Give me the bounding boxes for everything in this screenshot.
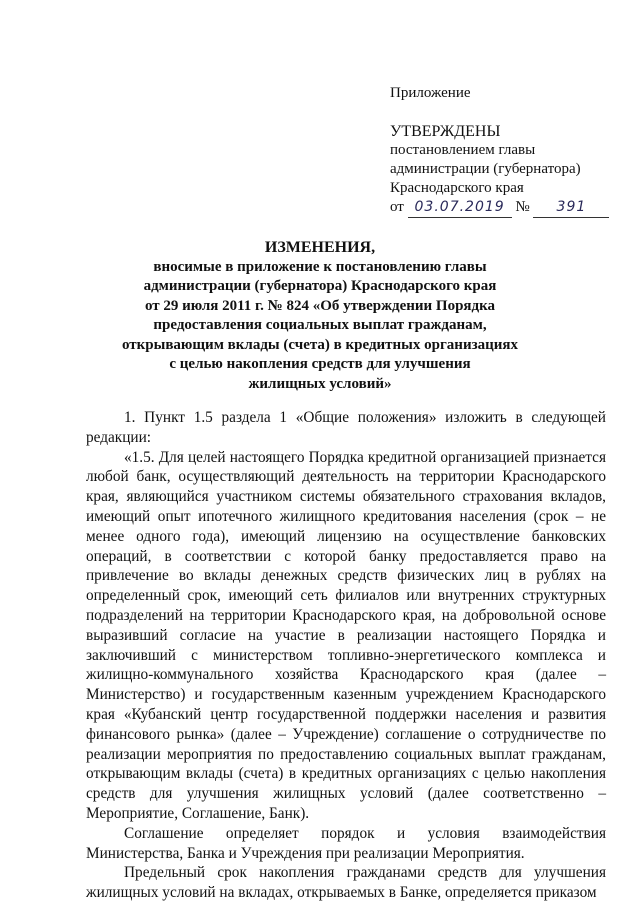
approval-line: администрации (губернатора) bbox=[390, 161, 581, 177]
body-paragraph: 1. Пункт 1.5 раздела 1 «Общие положения» изложить в следующей редакции: bbox=[86, 409, 606, 446]
body-paragraph: Соглашение определяет порядок и условия взаимодействия Министерства, Банка и Учреждения при реализации Мероприятия. bbox=[86, 824, 606, 862]
approval-line: постановлением главы bbox=[390, 142, 536, 158]
body-paragraph: Предельный срок накопления гражданами средств для улучшения жилищных условий на вкладах, открываемых в Банке, определяется приказом bbox=[86, 864, 606, 902]
document-body bbox=[86, 408, 606, 903]
title-heading: ИЗМЕНЕНИЯ, bbox=[264, 239, 376, 256]
appendix-label: Приложение bbox=[390, 85, 471, 101]
title-line: жилищных условий» bbox=[248, 375, 392, 392]
document-title bbox=[110, 238, 530, 394]
title-line: предоставления социальных выплат гражданам, bbox=[153, 317, 487, 333]
title-line: от 29 июля 2011 г. № 824 «Об утверждении Порядка bbox=[144, 297, 496, 314]
approved-label: УТВЕРЖДЕНЫ bbox=[390, 123, 501, 140]
number-prefix: № bbox=[515, 199, 530, 215]
body-paragraph: «1.5. Для целей настоящего Порядка кредитной организацией признается любой банк, осуществляющий деятельность на территории Краснодарского края, являющийся участником системы обязательного страхования вкладов, имеющий опыт ипотечного жилищного кредитования населения (срок – не менее одного года), имеющий лицензию на осуществление банковских операций, в соответствии с которой банку предоставляется право на привлечение во вклады денежных средств физических лиц в рублях на определенный срок, имеющий сеть филиалов или внутренних структурных подразделений на территории Краснодарского края, на добровольной основе выразивший согласие на участие в реализации настоящего Порядка и заключивший с министерством топливно-энергетического комплекса и жилищно-коммунального хозяйства Краснодарского края (далее – Министерство) и государственным казенным учреждением Краснодарского края «Кубанский центр государственной поддержки населения и развития финансового рынка» (далее – Учреждение) соглашение о сотрудничестве по реализации мероприятия по предоставлению социальных выплат гражданам, открывающим вклады (счета) в кредитных организациях с целью накопления средств для улучшения жилищных условий (далее соответственно – Мероприятие, Соглашение, Банк). bbox=[86, 448, 606, 822]
handwritten-date: 03.07.2019 bbox=[408, 198, 512, 218]
date-prefix: от bbox=[390, 199, 404, 215]
handwritten-number: 391 bbox=[533, 198, 609, 218]
title-line: открывающим вклады (счета) в кредитных организациях bbox=[121, 336, 519, 353]
title-line: администрации (губернатора) Краснодарского края bbox=[143, 278, 497, 294]
title-line: вносимые в приложение к постановлению главы bbox=[153, 258, 487, 275]
title-line: с целью накопления средств для улучшения bbox=[169, 356, 471, 372]
approval-stamp bbox=[390, 84, 630, 218]
date-number-line bbox=[390, 198, 630, 218]
approval-line: Краснодарского края bbox=[390, 180, 524, 196]
